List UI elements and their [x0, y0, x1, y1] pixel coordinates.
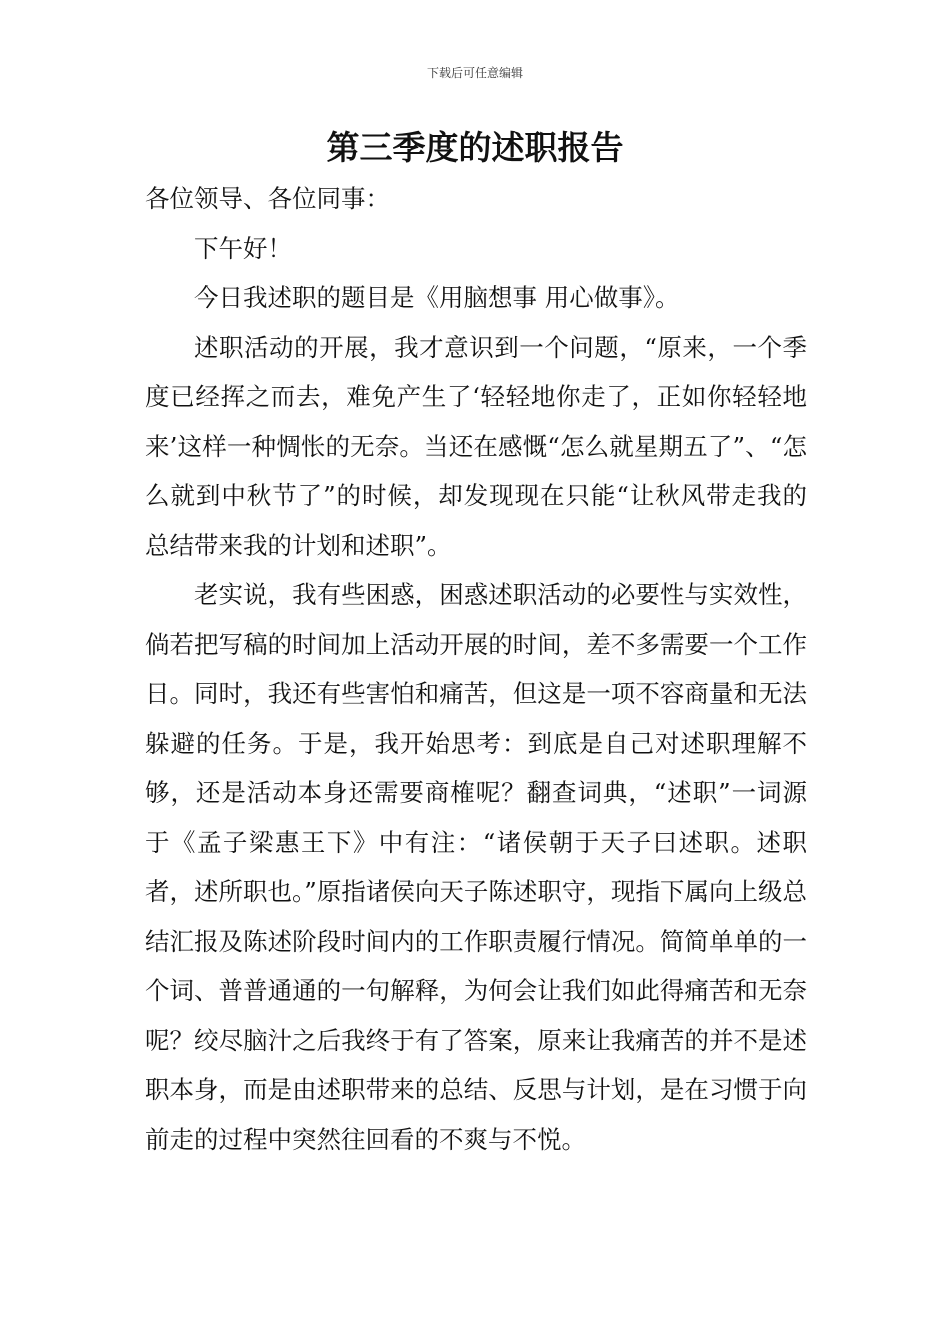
body-paragraph: 述职活动的开展，我才意识到一个问题，“原来，一个季度已经挥之而去，难免产生了‘轻轻地你走了，正如你轻轻地来’这样一种惆怅的无奈。当还在感慨“怎么就星期五了”、“怎么就到中秋节了”的时候，却发现现在只能“让秋风带走我的总结带来我的计划和述职”。 [145, 332, 807, 560]
document-body [145, 174, 807, 1164]
greeting-paragraph: 下午好！ [194, 233, 292, 263]
document-title: 第三季度的述职报告 [326, 128, 624, 167]
body-paragraph: 老实说，我有些困惑，困惑述职活动的必要性与实效性，倘若把写稿的时间加上活动开展的时间，差不多需要一个工作日。同时，我还有些害怕和痛苦，但这是一项不容商量和无法躲避的任务。于是，我开始思考：到底是自己对述职理解不够，还是活动本身还需要商榷呢？翻查词典，“述职”一词源于《孟子梁惠王下》中有注：“诸侯朝于天子曰述职。述职者，述所职也。”原指诸侯向天子陈述职守，现指下属向上级总结汇报及陈述阶段时间内的工作职责履行情况。简简单单的一个词、普普通通的一句解释，为何会让我们如此得痛苦和无奈呢？绞尽脑汁之后我终于有了答案，原来让我痛苦的并不是述职本身，而是由述职带来的总结、反思与计划，是在习惯于向前走的过程中突然往回看的不爽与不悦。 [145, 580, 807, 1154]
salutation-paragraph: 各位领导、各位同事： [145, 184, 390, 213]
header-note: 下载后可任意编辑 [426, 66, 523, 80]
topic-paragraph: 今日我述职的题目是《用脑想事 用心做事》。 [194, 283, 680, 312]
